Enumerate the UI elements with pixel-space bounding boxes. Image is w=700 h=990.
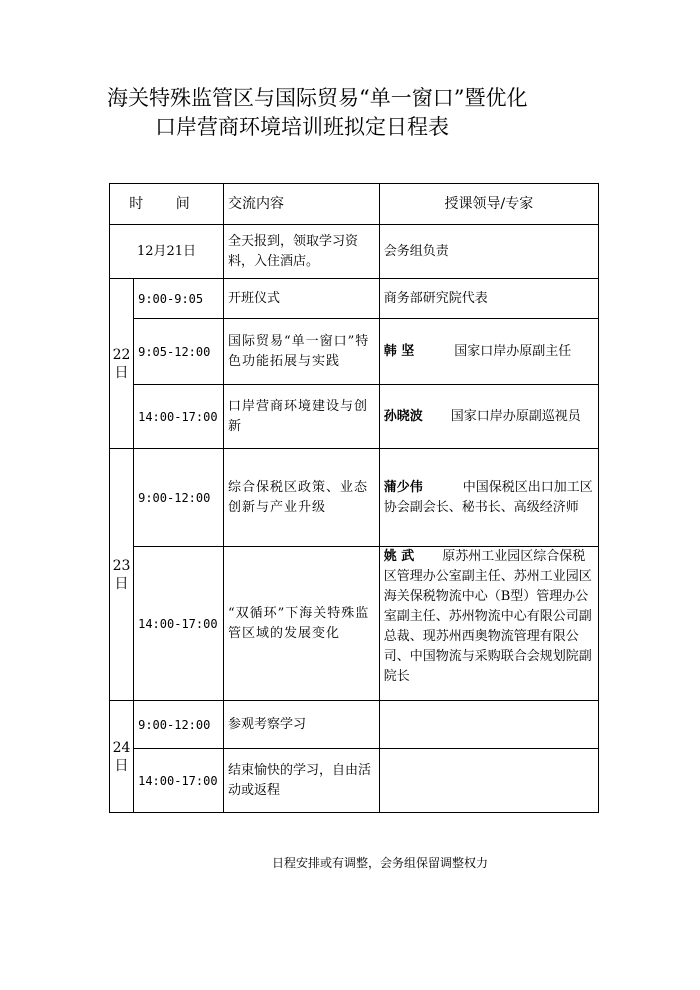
title-line-2: 口岸营商环境培训班拟定日程表 — [155, 115, 449, 139]
row-content: 综合保税区政策、业态创新与产业升级 — [224, 449, 380, 547]
row-time: 14:00-17:00 — [134, 547, 224, 701]
arrival-content: 全天报到，领取学习资料，入住酒店。 — [224, 225, 380, 279]
table-row — [110, 749, 599, 813]
row-content: 国际贸易“单一窗口”特色功能拓展与实践 — [224, 319, 380, 385]
row-time: 14:00-17:00 — [134, 385, 224, 449]
day-22-text: 22 日 — [112, 346, 131, 381]
row-speaker — [379, 449, 598, 547]
header-time: 时 间 — [110, 184, 224, 225]
schedule-table — [109, 183, 599, 813]
header-speaker: 授课领导/专家 — [379, 184, 598, 225]
speaker-title: 国家口岸办原副主任 — [454, 343, 572, 359]
row-speaker — [379, 319, 598, 385]
row-content: 参观考察学习 — [224, 701, 380, 749]
row-time: 9:00-9:05 — [134, 279, 224, 319]
row-content: “双循环”下海关特殊监管区域的发展变化 — [224, 547, 380, 701]
row-time: 9:00-12:00 — [134, 449, 224, 547]
row-speaker — [379, 701, 598, 749]
row-time: 14:00-17:00 — [134, 749, 224, 813]
title-line-1: 海关特殊监管区与国际贸易“单一窗口”暨优化 — [107, 86, 528, 110]
day-label-23 — [110, 449, 134, 701]
row-time: 9:00-12:00 — [134, 701, 224, 749]
header-content: 交流内容 — [224, 184, 380, 225]
table-row — [110, 701, 599, 749]
speaker-title: 原苏州工业园区综合保税区管理办公室副主任、苏州工业园区海关保税物流中心（B型）管理办公室副主任、苏州物流中心有限公司副总裁、现苏州西奥物流管理有限公司、中国物流与采购联合会规划院副院长 — [383, 549, 592, 684]
footnote: 日程安排或有调整，会务组保留调整权力 — [271, 856, 488, 870]
day-label-22 — [110, 279, 134, 449]
table-row — [110, 385, 599, 449]
day-23-text: 23 日 — [112, 557, 131, 592]
speaker-title: 国家口岸办原副巡视员 — [450, 408, 581, 424]
table-row — [110, 279, 599, 319]
speaker-name: 孙晓波 — [383, 408, 423, 424]
row-content: 口岸营商环境建设与创新 — [224, 385, 380, 449]
row-speaker — [379, 385, 598, 449]
speaker-title: 中国保税区出口加工区协会副会长、秘书长、高级经济师 — [383, 479, 593, 515]
speaker-name: 韩 坚 — [383, 343, 415, 359]
row-speaker — [379, 749, 598, 813]
arrival-date: 12月21日 — [110, 225, 224, 279]
day-24-text: 24 日 — [112, 739, 131, 774]
arrival-speaker: 会务组负责 — [379, 225, 598, 279]
row-time: 9:05-12:00 — [134, 319, 224, 385]
table-row — [110, 449, 599, 547]
speaker-name: 姚 武 — [383, 549, 415, 564]
speaker-name: 蒲少伟 — [383, 479, 423, 495]
table-header-row — [110, 184, 599, 225]
table-row — [110, 225, 599, 279]
row-speaker: 商务部研究院代表 — [379, 279, 598, 319]
row-speaker — [379, 547, 598, 701]
day-label-24 — [110, 701, 134, 813]
row-content: 开班仪式 — [224, 279, 380, 319]
table-row — [110, 547, 599, 701]
row-content: 结束愉快的学习，自由活动或返程 — [224, 749, 380, 813]
table-row — [110, 319, 599, 385]
